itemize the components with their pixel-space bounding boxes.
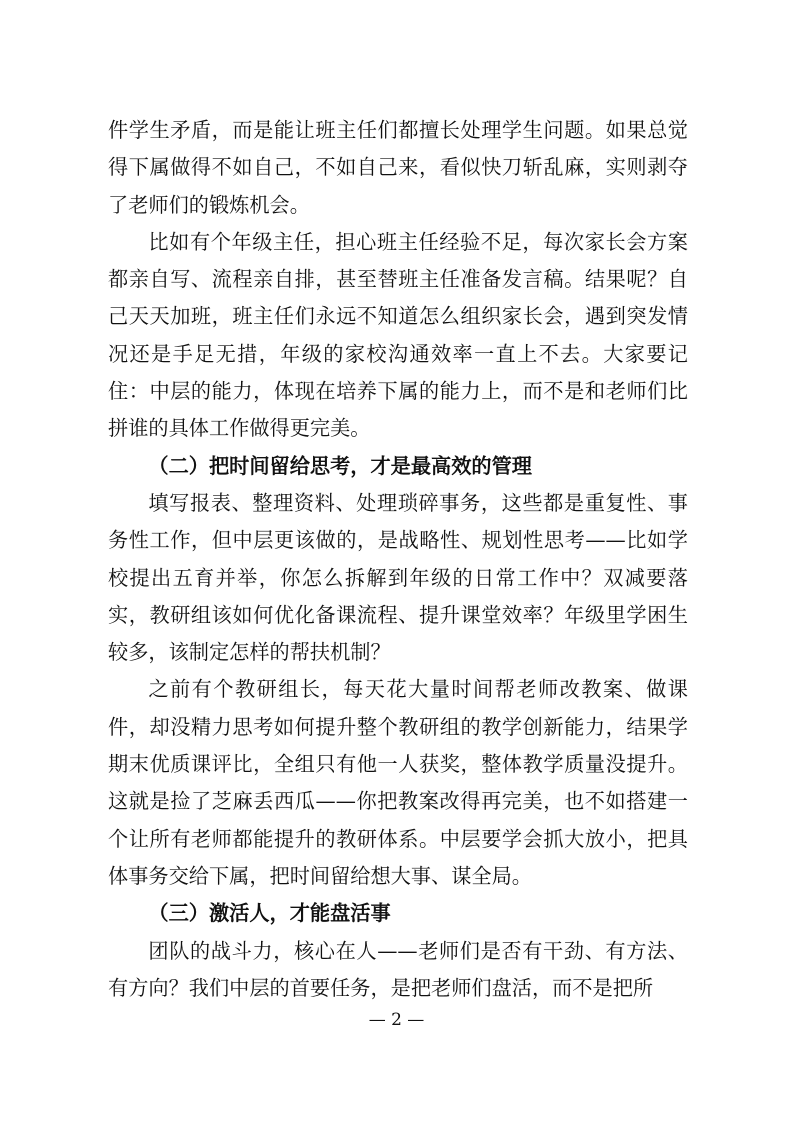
section-heading-2: （二）把时间留给思考，才是最高效的管理 <box>148 453 532 478</box>
paragraph-1: 件学生矛盾，而是能让班主任们都擅长处理学生问题。如果总觉得下属做得不如自己，不如自己来，看似快刀斩乱麻，实则剥夺了老师们的锻炼机会。 <box>108 118 688 217</box>
paragraph-2: 比如有个年级主任，担心班主任经验不足，每次家长会方案都亲自写、流程亲自排，甚至替班主任准备发言稿。结果呢？自己天天加班，班主任们永远不知道怎么组织家长会，遇到突发情况还是手足无措，年级的家校沟通效率一直上不去。大家要记住：中层的能力，体现在培养下属的能力上，而不是和老师们比拼谁的具体工作做得更完美。 <box>108 229 688 441</box>
paragraph-5: 团队的战斗力，核心在人——老师们是否有干劲、有方法、有方向？我们中层的首要任务，是把老师们盘活，而不是把所 <box>108 938 688 1000</box>
page-number: — 2 — <box>368 1010 425 1030</box>
section-heading-3: （三）激活人，才能盘活事 <box>148 901 391 926</box>
paragraph-4: 之前有个教研组长，每天花大量时间帮老师改教案、做课件，却没精力思考如何提升整个教研组的教学创新能力，结果学期末优质课评比，全组只有他一人获奖，整体教学质量没提升。这就是捡了芝麻丢西瓜——你把教案改得再完美，也不如搭建一个让所有老师都能提升的教研体系。中层要学会抓大放小，把具体事务交给下属，把时间留给想大事、谋全局。 <box>108 677 688 888</box>
paragraph-3: 填写报表、整理资料、处理琐碎事务，这些都是重复性、事务性工作，但中层更该做的，是战略性、规划性思考——比如学校提出五育并举，你怎么拆解到年级的日常工作中？双减要落实，教研组该如何优化备课流程、提升课堂效率？年级里学困生较多，该制定怎样的帮扶机制？ <box>108 490 688 665</box>
document-body <box>108 112 688 1007</box>
